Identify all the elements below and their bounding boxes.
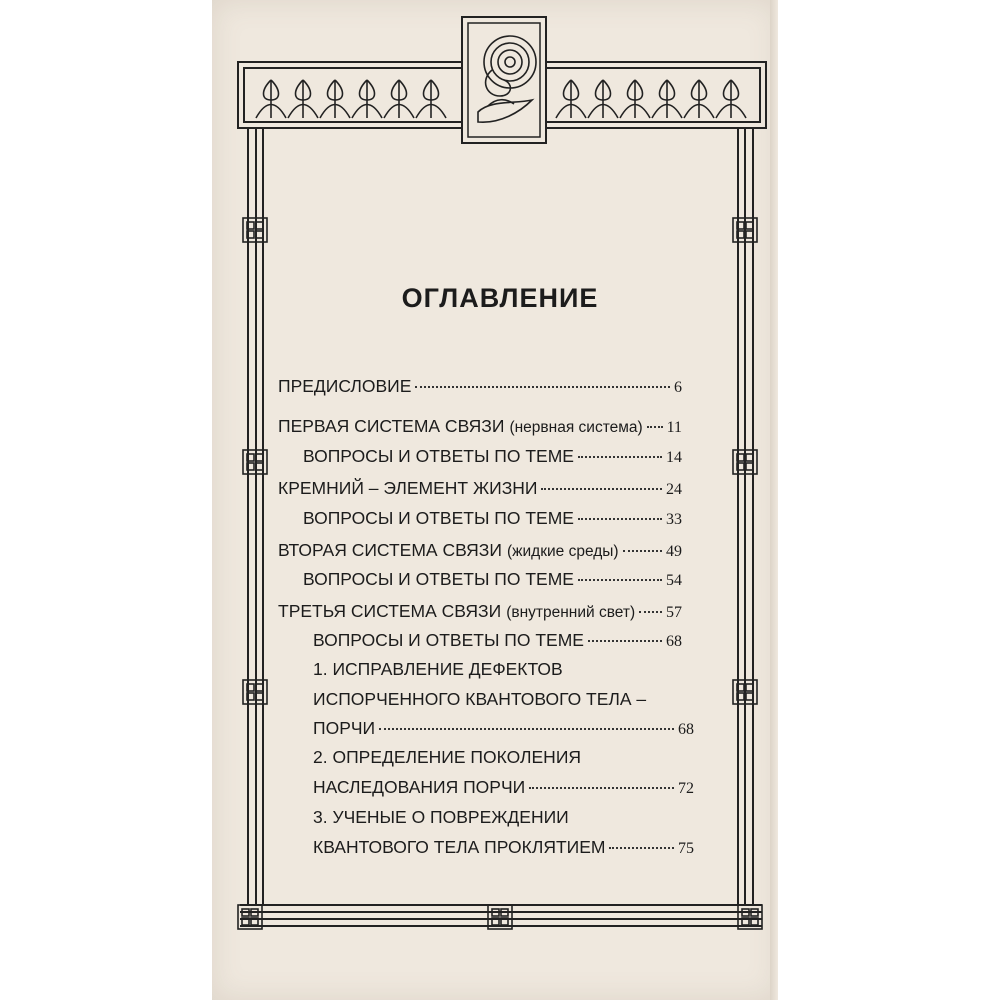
- toc-entry-qa-3: [303, 569, 682, 590]
- toc-entry-label: ВОПРОСЫ И ОТВЕТЫ ПО ТЕМЕ: [303, 508, 574, 528]
- toc-subentry-1-line1: 1. ИСПРАВЛЕНИЕ ДЕФЕКТОВ: [313, 659, 563, 679]
- toc-entry-qa-2: [303, 508, 682, 529]
- toc-entry-subtitle: (жидкие среды): [506, 543, 619, 560]
- toc-entry-page: 72: [678, 780, 694, 797]
- toc-entry-label: ПЕРВАЯ СИСТЕМА СВЯЗИ: [278, 416, 505, 436]
- toc-subentry-1: [313, 718, 694, 739]
- toc-dot-leader: [379, 728, 674, 730]
- toc-entry-label: ПРЕДИСЛОВИЕ: [278, 376, 412, 396]
- toc-entry-qa-4: [313, 630, 682, 651]
- toc-entry-label: КВАНТОВОГО ТЕЛА ПРОКЛЯТИЕМ: [313, 837, 606, 857]
- toc-dot-leader: [588, 640, 662, 642]
- toc-entry-label: ВОПРОСЫ И ОТВЕТЫ ПО ТЕМЕ: [303, 569, 574, 589]
- toc-dot-leader: [415, 386, 670, 388]
- toc-entry-page: 68: [678, 721, 694, 738]
- toc-entry-label: ПОРЧИ: [313, 718, 376, 738]
- toc-dot-leader: [623, 550, 662, 552]
- toc-entry-page: 54: [666, 572, 682, 589]
- toc-dot-leader: [578, 456, 662, 458]
- toc-subentry-2-line1: 2. ОПРЕДЕЛЕНИЕ ПОКОЛЕНИЯ: [313, 747, 582, 767]
- toc-entry-third-system: [278, 601, 682, 622]
- emblem-icon: [462, 17, 546, 143]
- toc-entry-subtitle: (нервная система): [509, 419, 643, 436]
- toc-entry-page: 24: [666, 481, 682, 498]
- toc-entry-preface: [278, 376, 682, 397]
- toc-entry-page: 75: [678, 840, 694, 857]
- toc-entry-page: 49: [666, 543, 682, 560]
- toc-entry-label: ВОПРОСЫ И ОТВЕТЫ ПО ТЕМЕ: [313, 630, 584, 650]
- toc-subentry-1-line2: ИСПОРЧЕННОГО КВАНТОВОГО ТЕЛА –: [313, 689, 647, 709]
- toc-dot-leader: [639, 611, 662, 613]
- toc-subentry-2: [313, 777, 694, 798]
- toc-entry-second-system: [278, 540, 682, 561]
- toc-entry-label: ТРЕТЬЯ СИСТЕМА СВЯЗИ: [278, 601, 502, 621]
- toc-entry-label: ВОПРОСЫ И ОТВЕТЫ ПО ТЕМЕ: [303, 446, 574, 466]
- toc-entry-page: 57: [666, 604, 682, 621]
- toc-entry-page: 6: [674, 379, 682, 396]
- toc-dot-leader: [529, 787, 674, 789]
- toc-dot-leader: [541, 488, 662, 490]
- toc-dot-leader: [578, 579, 662, 581]
- toc-subentry-3-line1: 3. УЧЕНЫЕ О ПОВРЕЖДЕНИИ: [313, 807, 569, 827]
- toc-entry-label: КРЕМНИЙ – ЭЛЕМЕНТ ЖИЗНИ: [278, 478, 538, 498]
- toc-entry-page: 14: [666, 449, 682, 466]
- toc-entry-label: ВТОРАЯ СИСТЕМА СВЯЗИ: [278, 540, 502, 560]
- toc-entry-qa-1: [303, 446, 682, 467]
- toc-entry-first-system: [278, 416, 682, 437]
- toc-entry-page: 68: [666, 633, 682, 650]
- toc-dot-leader: [609, 847, 674, 849]
- toc-entry-subtitle: (внутренний свет): [506, 604, 636, 621]
- toc-subentry-3: [313, 837, 694, 858]
- toc-entry-page: 11: [666, 419, 682, 436]
- toc-entry-page: 33: [666, 511, 682, 528]
- toc-entry-silicon: [278, 478, 682, 499]
- toc-entry-label: НАСЛЕДОВАНИЯ ПОРЧИ: [313, 777, 526, 797]
- toc-dot-leader: [578, 518, 662, 520]
- toc-dot-leader: [647, 426, 663, 428]
- page-title: ОГЛАВЛЕНИЕ: [401, 283, 599, 313]
